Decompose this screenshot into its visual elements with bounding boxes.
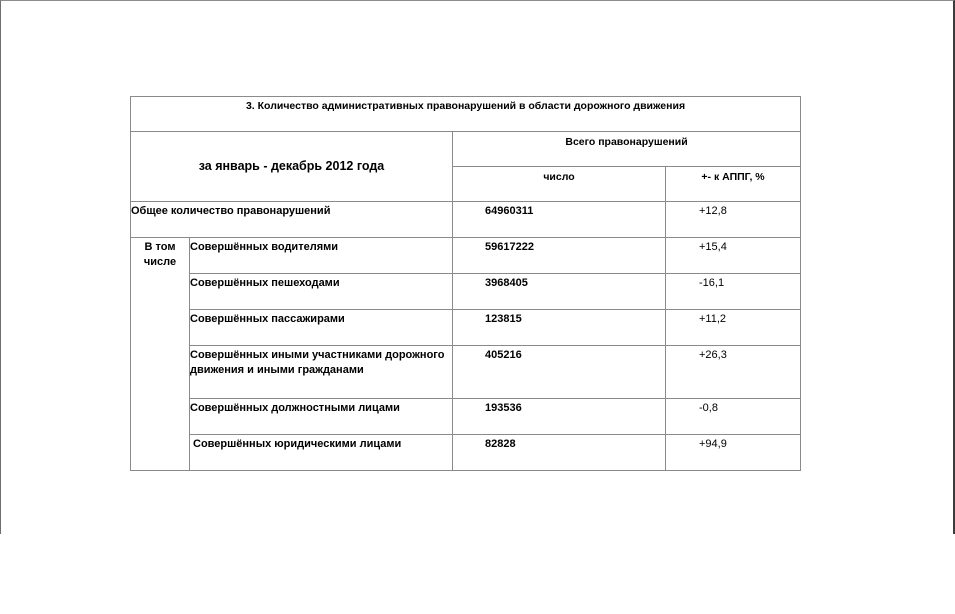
period-cell: за январь - декабрь 2012 года <box>131 132 453 202</box>
table-row <box>131 346 801 399</box>
row-change: +15,4 <box>666 238 801 274</box>
header-total: Всего правонарушений <box>453 132 801 167</box>
table-row <box>131 399 801 435</box>
including-label: В том числе <box>131 238 190 471</box>
row-change: +26,3 <box>666 346 801 399</box>
row-change: +11,2 <box>666 310 801 346</box>
header-change: +- к АППГ, % <box>666 167 801 202</box>
row-change: +94,9 <box>666 435 801 471</box>
table-row <box>131 274 801 310</box>
total-change: +12,8 <box>666 202 801 238</box>
table-title: 3. Количество административных правонарушений в области дорожного движения <box>131 97 801 132</box>
row-change: -16,1 <box>666 274 801 310</box>
table-row <box>131 435 801 471</box>
row-label: Совершённых юридическими лицами <box>190 435 453 471</box>
row-count: 123815 <box>453 310 666 346</box>
table-row <box>131 238 801 274</box>
total-count: 64960311 <box>453 202 666 238</box>
violations-table <box>130 96 801 471</box>
row-label: Совершённых водителями <box>190 238 453 274</box>
row-count: 82828 <box>453 435 666 471</box>
row-label: Совершённых должностными лицами <box>190 399 453 435</box>
row-count: 3968405 <box>453 274 666 310</box>
total-label: Общее количество правонарушений <box>131 202 453 238</box>
table-row <box>131 310 801 346</box>
row-label: Совершённых иными участниками дорожного движения и иными гражданами <box>190 346 453 399</box>
header-count: число <box>453 167 666 202</box>
table-row <box>131 202 801 238</box>
row-label: Совершённых пассажирами <box>190 310 453 346</box>
row-count: 193536 <box>453 399 666 435</box>
row-label: Совершённых пешеходами <box>190 274 453 310</box>
row-change: -0,8 <box>666 399 801 435</box>
row-count: 59617222 <box>453 238 666 274</box>
row-count: 405216 <box>453 346 666 399</box>
